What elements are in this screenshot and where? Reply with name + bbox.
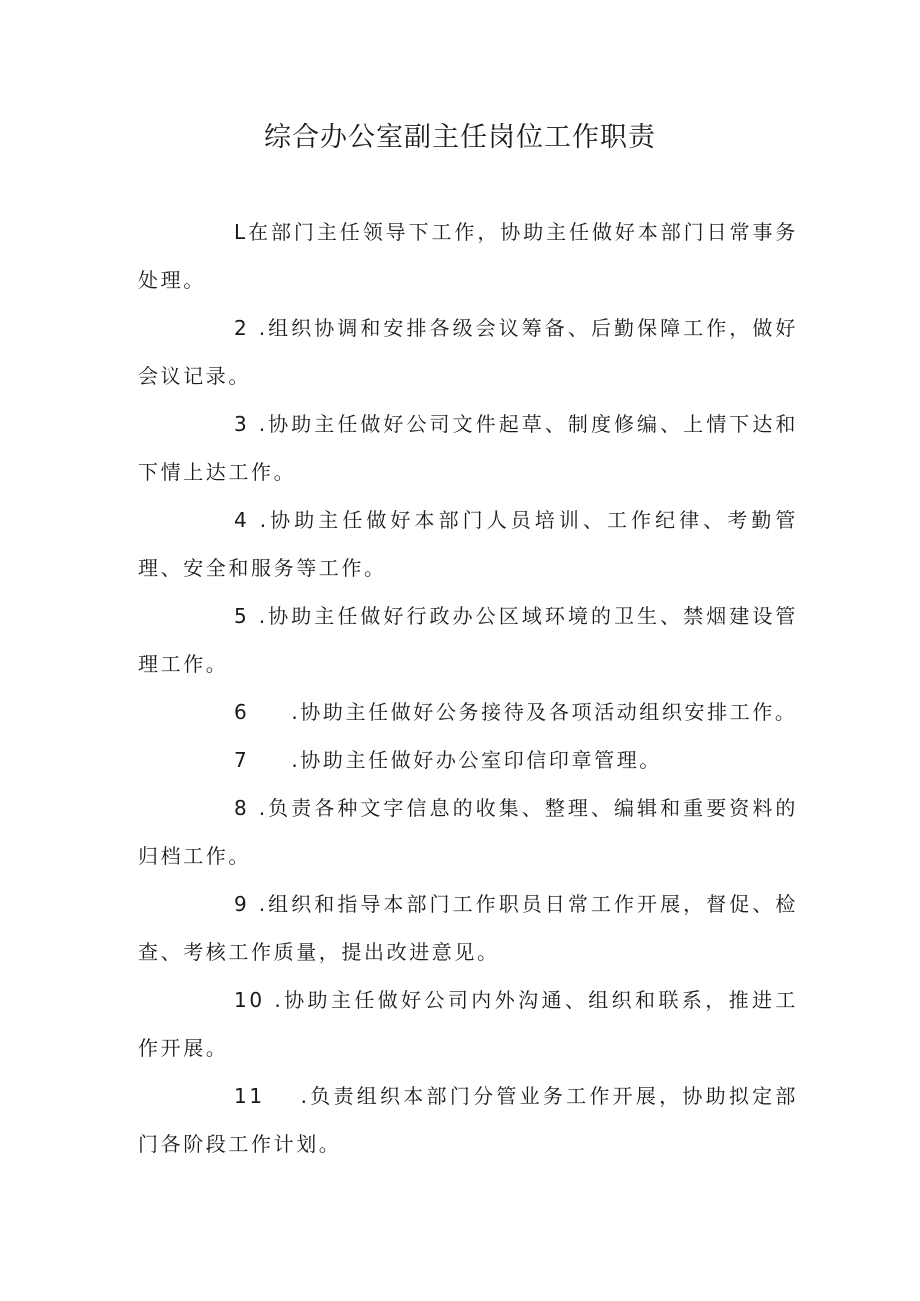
item-text: 协助主任做好公司文件起草、制度修编、上情下达和下情上达工作。 [138,412,798,484]
item-text: 负责各种文字信息的收集、整理、编辑和重要资料的归档工作。 [138,796,798,868]
duty-item-5 [138,592,798,688]
item-separator: . [264,988,284,1012]
item-separator: . [300,1084,310,1108]
item-number: 8 [234,796,250,820]
item-number: 4 [234,508,250,532]
item-text: 协助主任做好办公室印信印章管理。 [300,748,662,772]
item-text: 协助主任做好公司内外沟通、组织和联系，推进工作开展。 [138,988,799,1060]
duty-list [138,208,798,1168]
item-separator: . [249,604,268,628]
item-number: 10 [234,988,265,1012]
duty-item-11 [138,1072,798,1168]
item-separator: . [291,700,301,724]
item-separator: . [249,316,268,340]
item-separator: . [291,748,301,772]
duty-item-2 [138,304,798,400]
item-text: 组织协调和安排各级会议筹备、后勤保障工作，做好会议记录。 [138,316,798,388]
duty-item-4 [138,496,798,592]
item-separator: . [249,796,268,820]
duty-item-6 [138,688,798,736]
duty-item-3 [138,400,798,496]
item-separator: . [249,892,268,916]
duty-item-7 [138,736,798,784]
page-title: 综合办公室副主任岗位工作职责 [264,122,656,153]
item-text: 协助主任做好公务接待及各项活动组织安排工作。 [300,700,798,724]
item-separator: . [249,412,268,436]
item-text: 协助主任做好本部门人员培训、工作纪律、考勤管理、安全和服务等工作。 [138,508,798,580]
item-text: 负责组织本部门分管业务工作开展，协助拟定部门各阶段工作计划。 [138,1084,798,1156]
item-number: 2 [234,316,250,340]
duty-item-9 [138,880,798,976]
item-number: 3 [234,412,250,436]
item-text: 协助主任做好行政办公区域环境的卫生、禁烟建设管理工作。 [138,604,798,676]
duty-item-10 [138,976,798,1072]
item-number: 11 [234,1084,265,1108]
duty-item-1 [138,208,798,304]
duty-item-8 [138,784,798,880]
item-number: 6 [234,700,250,724]
item-number: L [234,220,248,244]
item-text: 组织和指导本部门工作职员日常工作开展，督促、检查、考核工作质量，提出改进意见。 [138,892,798,964]
item-number: 5 [234,604,250,628]
item-text: 在部门主任领导下工作，协助主任做好本部门日常事务处理。 [138,220,798,292]
item-number: 9 [234,892,250,916]
item-separator: . [249,508,269,532]
item-number: 7 [234,748,250,772]
